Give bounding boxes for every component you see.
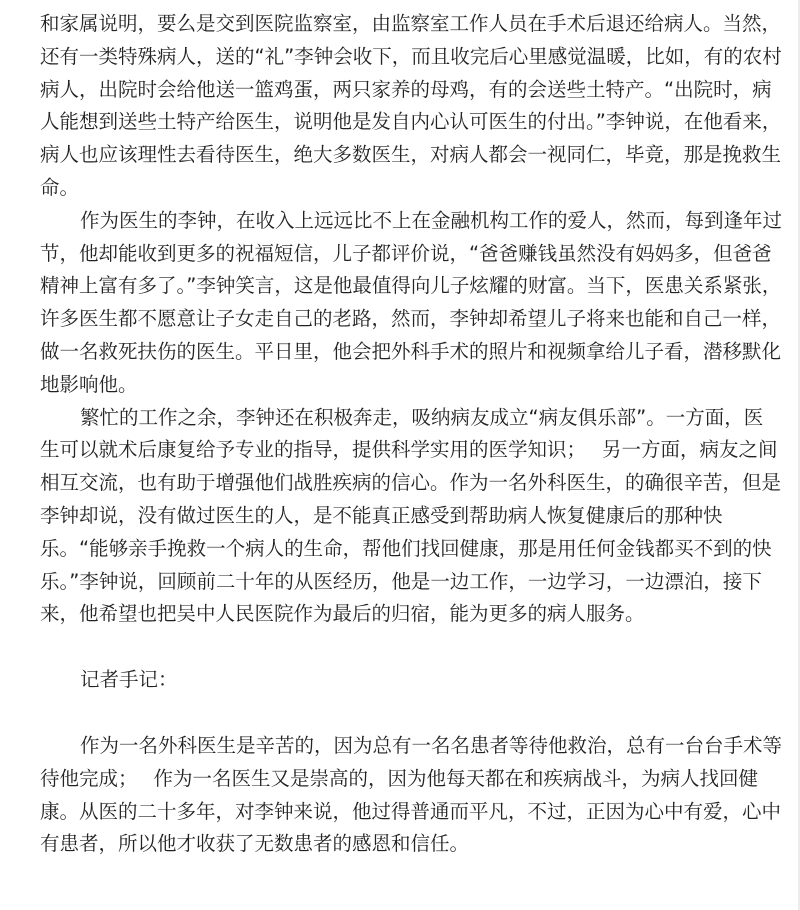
notes-heading: 记者手记： xyxy=(80,668,178,692)
paragraph-2: 作为医生的李钟，在收入上远远比不上在金融机构工作的爱人，然而，每到逢年过节，他却能收到更多的祝福短信，儿子都评价说，“爸爸赚钱虽然没有妈妈多，但爸爸精神上富有多了。”李钟笑言，这是他最值得向儿子炫耀的财富。当下，医患关系紧张，许多医生都不愿意让子女走自己的老路，然而，李钟却希望儿子将来也能和自己一样，做一名救死扶伤的医生。平日里，他会把外科手术的照片和视频拿给儿子看，潜移默化地影响他。 xyxy=(40,208,783,396)
spacer xyxy=(40,697,782,730)
paragraph-4: 作为一名外科医生是辛苦的，因为总有一名名患者等待他救治，总有一台台手术等待他完成； 作为一名医生又是崇高的，因为他每天都在和疾病战斗，为病人找回健康。从医的二十多年，对李钟来说，他过得普通而平凡，不过，正因为心中有爱，心中有患者，所以他才收获了无数患者的感恩和信任。 xyxy=(40,733,783,856)
spacer xyxy=(40,631,782,664)
paragraph-3: 繁忙的工作之余，李钟还在积极奔走，吸纳病友成立“病友俱乐部”。一方面，医生可以就术后康复给予专业的指导，提供科学实用的医学知识； 另一方面，病友之间相互交流，也有助于增强他们战胜疾病的信心。作为一名外科医生，的确很辛苦，但是李钟却说，没有做过医生的人，是不能真正感受到帮助病人恢复健康后的那种快乐。“能够亲手挽救一个病人的生命，帮他们找回健康，那是用任何金钱都买不到的快乐。”李钟说，回顾前二十年的从医经历，他是一边工作，一边学习，一边漂泊，接下来，他希望也把吴中人民医院作为最后的归宿，能为更多的病人服务。 xyxy=(40,405,782,626)
paragraph-1: 和家属说明，要么是交到医院监察室，由监察室工作人员在手术后退还给病人。当然，还有一类特殊病人，送的“礼”李钟会收下，而且收完后心里感觉温暖，比如，有的农村病人，出院时会给他送一篮鸡蛋，两只家养的母鸡，有的会送些土特产。“出院时，病人能想到送些土特产给医生，说明他是发自内心认可医生的付出。”李钟说，在他看来，病人也应该理性去看待医生，绝大多数医生，对病人都会一视同仁，毕竟，那是挽救生命。 xyxy=(40,12,782,199)
